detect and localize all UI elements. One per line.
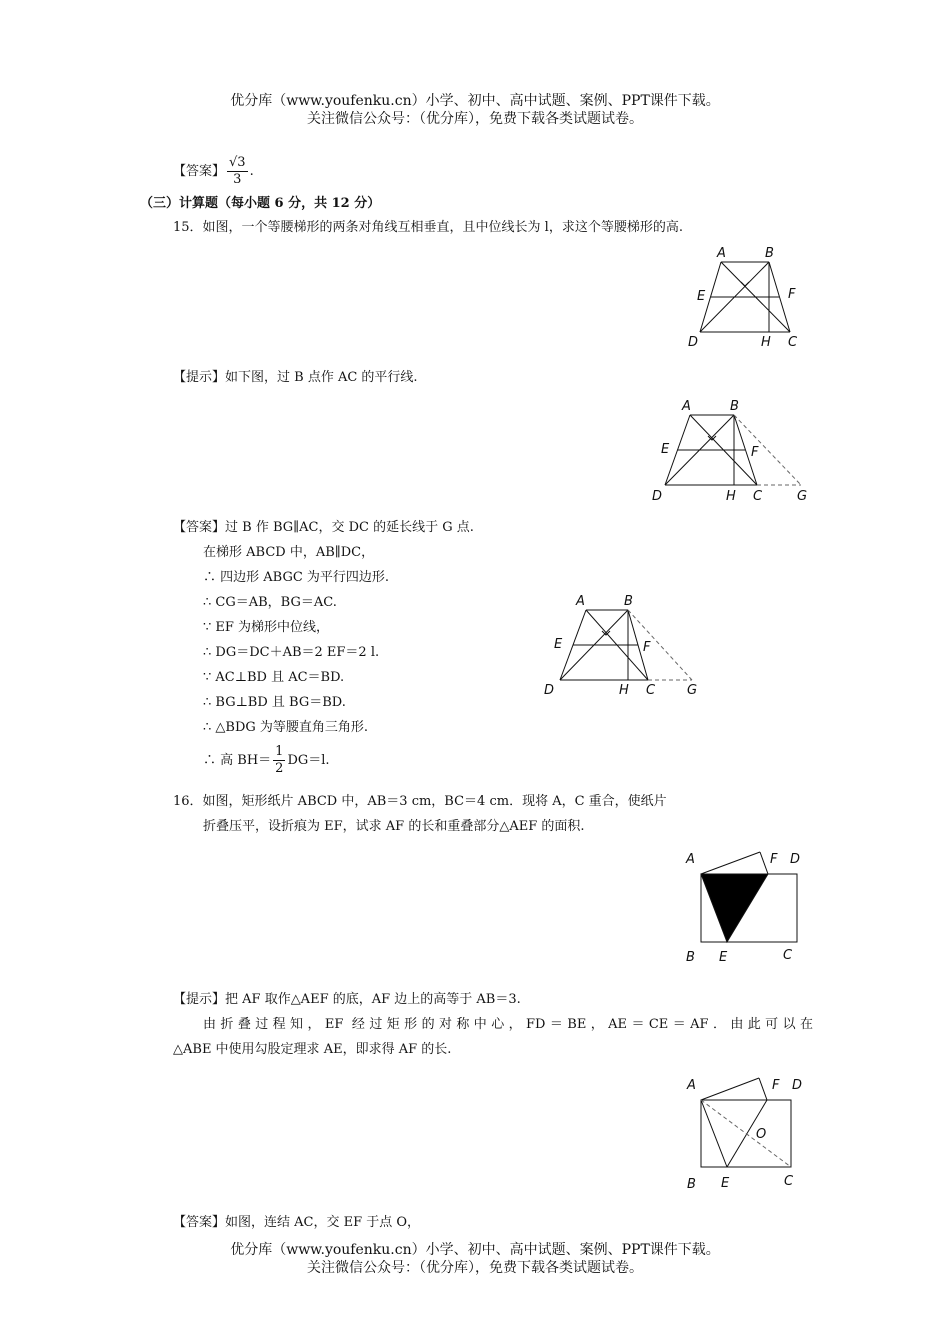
q14-denominator: 3: [233, 172, 242, 187]
q16-hint-line-1: [173, 991, 521, 1009]
answer-label: 【答案】: [173, 1215, 226, 1230]
q15-answer-last: [203, 744, 330, 777]
header-line-2: 关注微信公众号：（优分库），免费下载各类试题试卷。: [307, 111, 643, 127]
q16-answer: [173, 1214, 420, 1232]
q16f2-label-a: A: [687, 1078, 696, 1093]
q15-figure-2: [645, 393, 820, 508]
q15-figure-1: [680, 240, 810, 355]
q16f2-label-o: O: [756, 1127, 767, 1142]
q16f2-label-b: B: [687, 1177, 696, 1192]
q15-figure-3: [540, 588, 715, 703]
q15-answer-text-0: 过 B 作 BG∥AC，交 DC 的延长线于 G 点.: [225, 520, 474, 535]
q16f1-label-c: C: [783, 948, 793, 963]
q15-answer-line-4: ∵ EF 为梯形中位线，: [203, 620, 330, 635]
answer-label: 【答案】: [173, 164, 226, 179]
q15-last-suffix: DG＝l.: [287, 753, 330, 768]
q16f2-label-f: F: [772, 1078, 780, 1093]
fig2-label-g: G: [797, 489, 808, 504]
fig3-label-e: E: [554, 637, 563, 652]
fig1-label-d: D: [688, 335, 699, 350]
q15-answer-line-5: ∴ DG＝DC＋AB＝2 EF＝2 l.: [203, 645, 380, 660]
fig3-label-a: A: [576, 594, 585, 609]
q15-hint-text: 如下图，过 B 点作 AC 的平行线.: [225, 370, 418, 385]
fig2-label-b: B: [730, 399, 739, 414]
fig3-label-c: C: [646, 683, 656, 698]
fig3-label-h: H: [619, 683, 629, 698]
q15-answer-line-7: ∴ BG⊥BD 且 BG＝BD.: [203, 695, 346, 710]
q16f2-label-c: C: [784, 1174, 794, 1189]
q16f2-label-e: E: [721, 1176, 730, 1191]
q16-stem-line-2: 折叠压平，设折痕为 EF，试求 AF 的长和重叠部分△AEF 的面积.: [203, 819, 585, 834]
fig1-label-f: F: [788, 287, 796, 302]
q14-answer-fraction: [227, 155, 248, 188]
fig2-label-f: F: [751, 445, 759, 460]
q16-answer-text: 如图，连结 AC，交 EF 于点 O，: [225, 1215, 421, 1230]
fig3-label-d: D: [544, 683, 555, 698]
q16-figure-2: [675, 1068, 815, 1193]
q15-stem: 15．如图，一个等腰梯形的两条对角线互相垂直，且中位线长为 l，求这个等腰梯形的高.: [173, 220, 683, 235]
header-line-1: 优分库（www.youfenku.cn）小学、初中、高中试题、案例、PPT课件下载。: [230, 93, 720, 109]
fig2-label-e: E: [661, 442, 670, 457]
fig2-label-h: H: [726, 489, 736, 504]
fig2-label-c: C: [753, 489, 763, 504]
q15-half-den: 2: [275, 761, 284, 776]
q16f1-label-e: E: [719, 950, 728, 965]
fig2-label-a: A: [682, 399, 691, 414]
hint-label: 【提示】: [173, 992, 226, 1007]
hint-label: 【提示】: [173, 370, 226, 385]
q15-half-fraction: [273, 744, 285, 777]
q16-hint-text-1: 把 AF 取作△AEF 的底，AF 边上的高等于 AB＝3.: [225, 992, 521, 1007]
answer-label: 【答案】: [173, 520, 226, 535]
q16f1-label-d: D: [790, 852, 801, 867]
q16f1-label-f: F: [770, 852, 778, 867]
footer-line-2: 关注微信公众号：（优分库），免费下载各类试题试卷。: [307, 1260, 643, 1276]
fig3-label-g: G: [687, 683, 698, 698]
q16-hint-line-3: △ABE 中使用勾股定理求 AE，即求得 AF 的长.: [173, 1042, 452, 1057]
q15-half-num: 1: [275, 744, 284, 759]
footer-line-1: 优分库（www.youfenku.cn）小学、初中、高中试题、案例、PPT课件下载。: [230, 1242, 720, 1258]
fig1-label-c: C: [788, 335, 798, 350]
q16-hint-line-2: 由折叠过程知，EF 经过矩形的对称中心，FD＝BE，AE＝CE＝AF．由此可以在: [203, 1017, 813, 1032]
fig2-label-d: D: [652, 489, 663, 504]
q15-answer-line-2: ∴ 四边形 ABGC 为平行四边形.: [203, 570, 390, 585]
q15-last-prefix: ∴ 高 BH＝: [203, 753, 272, 768]
q16f1-label-b: B: [686, 950, 695, 965]
section-title: （三）计算题（每小题 6 分，共 12 分）: [140, 196, 381, 211]
q14-answer: [173, 155, 254, 188]
q14-numerator: √3: [229, 155, 246, 170]
fig3-label-b: B: [624, 594, 633, 609]
fig3-label-f: F: [643, 640, 651, 655]
fig1-label-h: H: [761, 335, 771, 350]
q15-answer-line-1: 在梯形 ABCD 中，AB∥DC，: [203, 545, 375, 560]
q16f1-label-a: A: [686, 852, 695, 867]
q14-answer-end: .: [249, 164, 254, 179]
q16-stem-line-1: 16．如图，矩形纸片 ABCD 中，AB＝3 cm，BC＝4 cm．现将 A，C 重合，使纸片: [173, 794, 667, 809]
q16-overlap-triangle: [701, 874, 768, 942]
q15-answer-line-8: ∴ △BDG 为等腰直角三角形.: [203, 720, 369, 735]
q16f2-label-d: D: [792, 1078, 803, 1093]
q15-answer-line-3: ∴ CG＝AB，BG＝AC.: [203, 595, 337, 610]
fig1-label-b: B: [765, 246, 774, 261]
q16-figure-1: [675, 842, 815, 967]
q15-answer-line-6: ∵ AC⊥BD 且 AC＝BD.: [203, 670, 345, 685]
q15-answer-line-0: [173, 519, 474, 537]
fig1-label-a: A: [717, 246, 726, 261]
fig1-label-e: E: [697, 289, 706, 304]
q15-hint: [173, 369, 418, 387]
